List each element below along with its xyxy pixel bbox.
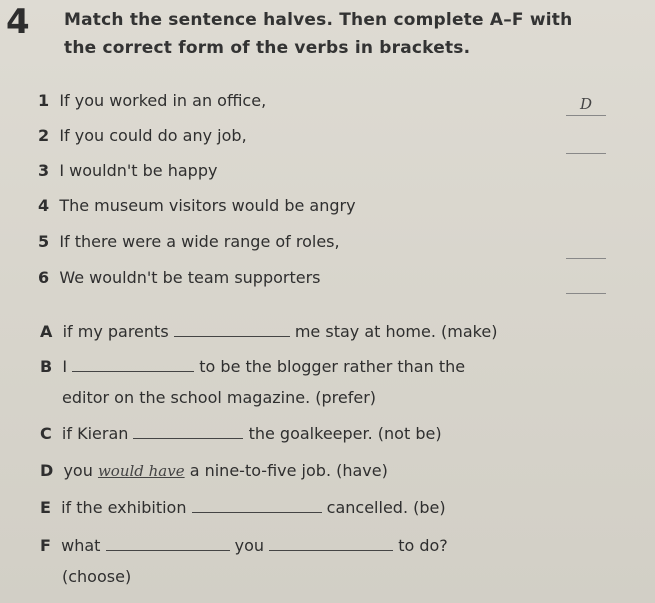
first-half-3: 3 I wouldn't be happy <box>38 161 218 180</box>
second-half-e: E if the exhibition cancelled. (be) <box>40 498 446 517</box>
first-half-5: 5 If there were a wide range of roles, <box>38 232 340 251</box>
first-half-1: 1 If you worked in an office, <box>38 91 267 110</box>
blank-a[interactable] <box>174 335 290 337</box>
blank-e[interactable] <box>192 511 322 513</box>
second-half-c: C if Kieran the goalkeeper. (not be) <box>40 424 442 443</box>
answer-line-2[interactable] <box>566 152 606 154</box>
second-half-f-line2: (choose) <box>62 567 132 586</box>
first-half-6: 6 We wouldn't be team supporters <box>38 268 321 287</box>
instruction-line-2: the correct form of the verbs in brackets. <box>64 38 471 58</box>
blank-b[interactable] <box>72 370 194 372</box>
blank-f-1[interactable] <box>106 549 230 551</box>
answer-line-6[interactable] <box>566 292 606 294</box>
answer-line-5[interactable] <box>566 257 606 259</box>
second-half-f: F what you to do? <box>40 536 448 555</box>
first-half-2: 2 If you could do any job, <box>38 126 247 145</box>
first-half-4: 4 The museum visitors would be angry <box>38 196 356 215</box>
instruction-line-1: Match the sentence halves. Then complete A–F with <box>64 10 573 30</box>
blank-c[interactable] <box>133 437 243 439</box>
exercise-number: 4 <box>6 2 30 42</box>
answer-letter-1: D <box>580 95 593 113</box>
answer-line-1[interactable] <box>566 114 606 116</box>
second-half-b: B I to be the blogger rather than the <box>40 357 466 376</box>
blank-f-2[interactable] <box>269 549 393 551</box>
second-half-a: A if my parents me stay at home. (make) <box>40 322 498 341</box>
handwritten-answer-d: would have <box>97 462 185 480</box>
second-half-b-line2: editor on the school magazine. (prefer) <box>62 388 377 407</box>
second-half-d: D you would have a nine-to-five job. (have) <box>40 461 388 480</box>
